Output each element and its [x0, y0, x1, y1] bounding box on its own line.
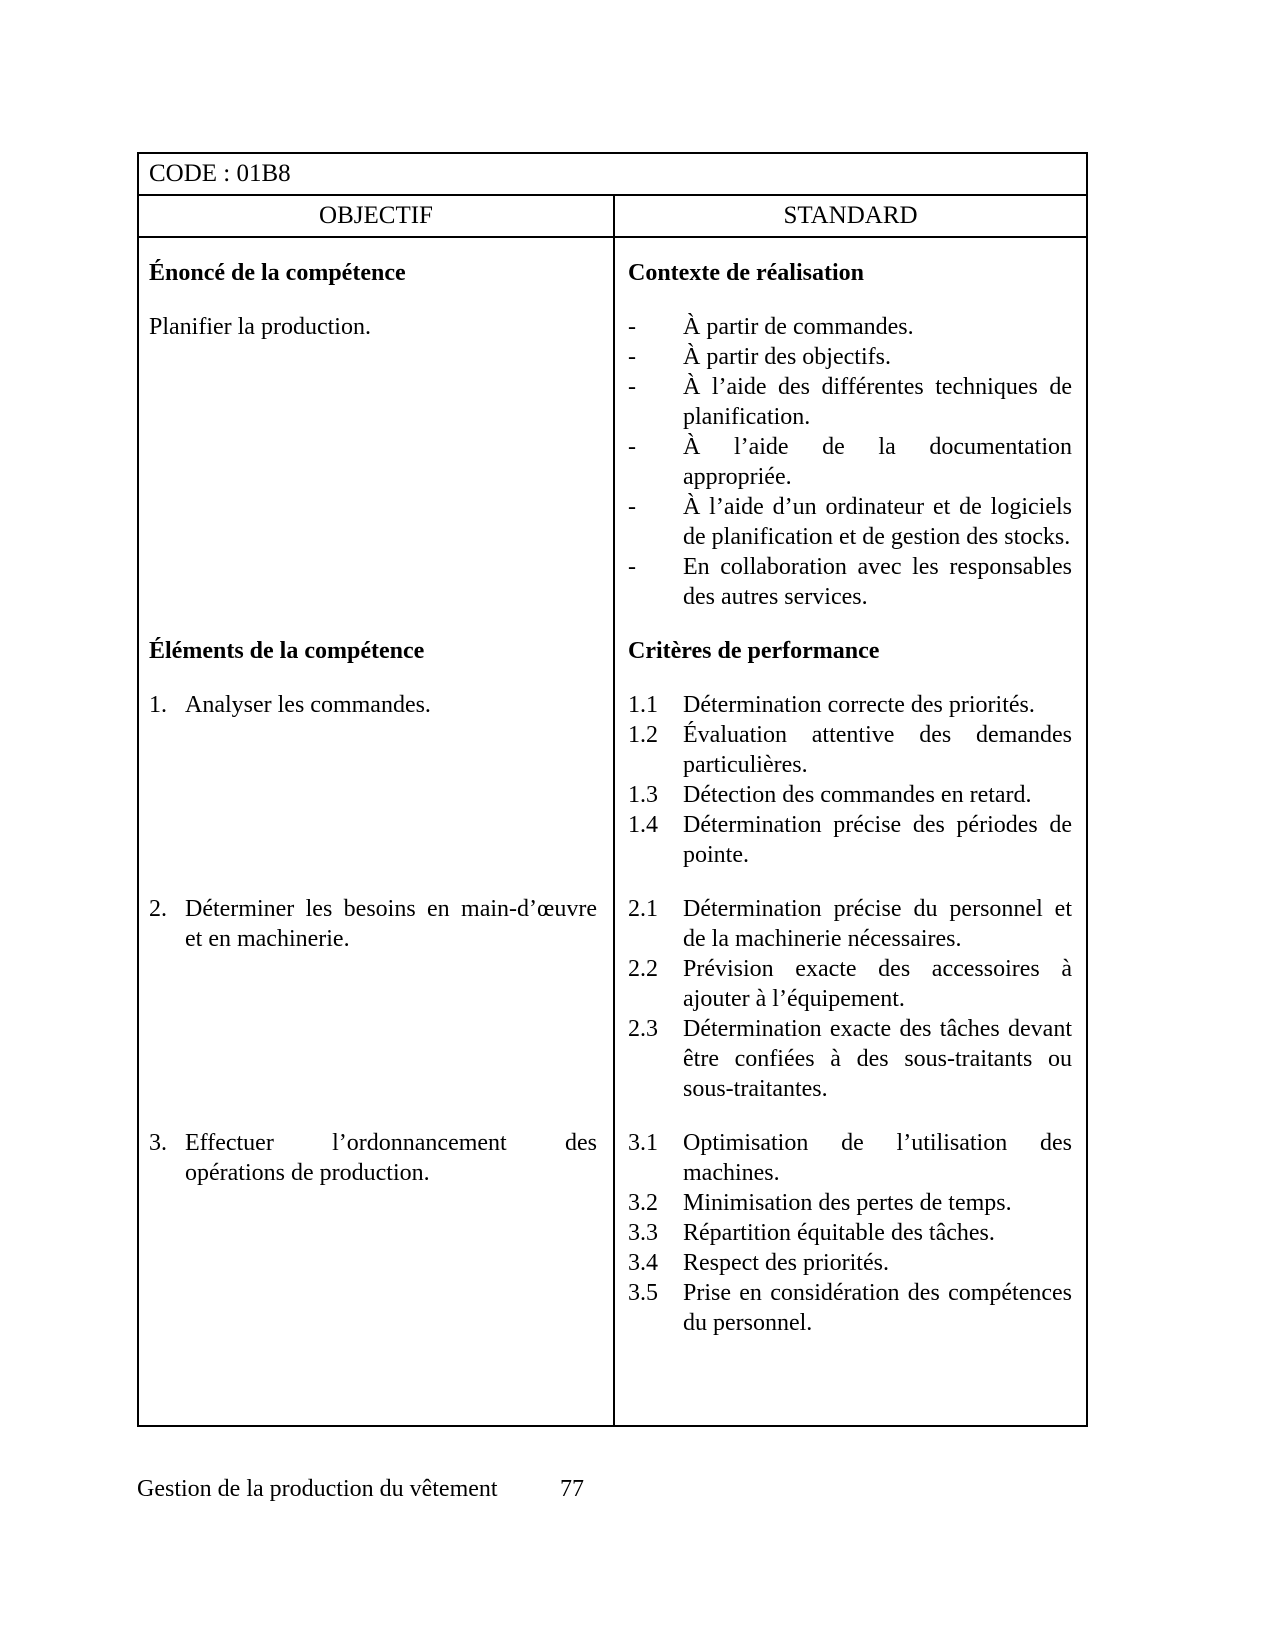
- contexte-body: [613, 312, 1086, 636]
- criterion-row: [628, 1128, 1072, 1188]
- enonce-text: Planifier la production.: [149, 314, 371, 340]
- filler-right: [613, 1362, 1086, 1425]
- elements-section-title: [139, 636, 613, 690]
- criterion-text: Respect des priorités.: [683, 1250, 889, 1276]
- criteria-group-2: [613, 894, 1086, 1128]
- list-item: [149, 1128, 597, 1188]
- criterion-number: 2.2: [628, 956, 658, 982]
- criterion-row: [628, 810, 1072, 870]
- contexte-title: Contexte de réalisation: [628, 260, 864, 286]
- criterion-row: [628, 780, 1072, 810]
- criterion-number: 1.4: [628, 812, 658, 838]
- contexte-item-text: À l’aide d’un ordinateur et de logiciels de planification et de gestion des stocks.: [683, 494, 1072, 550]
- element-number: 2.: [149, 896, 167, 922]
- enonce-title: Énoncé de la compétence: [149, 260, 406, 286]
- criterion-text: Détermination exacte des tâches devant être confiées à des sous-traitants ou sous-traitantes.: [683, 1016, 1072, 1102]
- objectif-header: OBJECTIF: [319, 202, 433, 229]
- table-header-row: [139, 196, 1086, 238]
- element-number: 1.: [149, 692, 167, 718]
- criterion-row: [628, 1278, 1072, 1338]
- dash-bullet: -: [628, 554, 636, 580]
- criterion-row: [628, 690, 1072, 720]
- enonce-section: [139, 238, 613, 312]
- list-item: [628, 342, 1072, 372]
- criterion-text: Détermination correcte des priorités.: [683, 692, 1035, 718]
- criterion-row: [628, 1248, 1072, 1278]
- criterion-text: Détermination précise des périodes de pointe.: [683, 812, 1072, 868]
- criterion-text: Détection des commandes en retard.: [683, 782, 1032, 808]
- criterion-number: 1.2: [628, 722, 658, 748]
- dash-bullet: -: [628, 374, 636, 400]
- list-item: [149, 894, 597, 954]
- criterion-number: 3.2: [628, 1190, 658, 1216]
- criterion-row: [628, 720, 1072, 780]
- criterion-text: Minimisation des pertes de temps.: [683, 1190, 1012, 1216]
- contexte-item-text: En collaboration avec les responsables des autres services.: [683, 554, 1072, 610]
- criterion-number: 3.5: [628, 1280, 658, 1306]
- criterion-text: Optimisation de l’utilisation des machines.: [683, 1130, 1072, 1186]
- criteria-group-3: [613, 1128, 1086, 1362]
- criterion-text: Répartition équitable des tâches.: [683, 1220, 995, 1246]
- criterion-number: 2.3: [628, 1016, 658, 1042]
- filler-left: [139, 1362, 613, 1425]
- criterion-number: 3.3: [628, 1220, 658, 1246]
- contexte-item-text: À l’aide de la documentation appropriée.: [683, 434, 1072, 490]
- standard-header: STANDARD: [613, 196, 1086, 236]
- list-item: [628, 552, 1072, 612]
- dash-bullet: -: [628, 314, 636, 340]
- criterion-number: 3.4: [628, 1250, 658, 1276]
- criterion-number: 2.1: [628, 896, 658, 922]
- footer-document-title: Gestion de la production du vêtement: [137, 1476, 498, 1502]
- footer-page-number: 77: [560, 1476, 584, 1502]
- criterion-number: 1.1: [628, 692, 658, 718]
- contexte-item-text: À partir de commandes.: [683, 314, 914, 340]
- list-item: [628, 432, 1072, 492]
- criterion-row: [628, 1014, 1072, 1104]
- element-text: Déterminer les besoins en main-d’œuvre et en machinerie.: [185, 896, 597, 952]
- enonce-body: [139, 312, 613, 636]
- criterion-row: [628, 894, 1072, 954]
- dash-bullet: -: [628, 434, 636, 460]
- criteria-group-1: [613, 690, 1086, 894]
- page-footer: [137, 1474, 584, 1504]
- element-text: Analyser les commandes.: [185, 692, 431, 718]
- list-item: [628, 372, 1072, 432]
- element-text: Effectuer l’ordonnancement des opérations de production.: [185, 1130, 597, 1186]
- criterion-number: 3.1: [628, 1130, 658, 1156]
- list-item: [628, 312, 1072, 342]
- contexte-item-text: À l’aide des différentes techniques de planification.: [683, 374, 1072, 430]
- criteres-title: Critères de performance: [628, 638, 880, 664]
- elements-title: Éléments de la compétence: [149, 638, 425, 664]
- code-label: CODE : 01B8: [139, 154, 1086, 196]
- contexte-item-text: À partir des objectifs.: [683, 344, 891, 370]
- contexte-section-title: [613, 238, 1086, 312]
- element-number: 3.: [149, 1130, 167, 1156]
- dash-bullet: -: [628, 494, 636, 520]
- element-2: [139, 894, 613, 1128]
- list-item: [149, 690, 597, 720]
- criterion-text: Détermination précise du personnel et de la machinerie nécessaires.: [683, 896, 1072, 952]
- criterion-text: Prévision exacte des accessoires à ajouter à l’équipement.: [683, 956, 1072, 1012]
- dash-bullet: -: [628, 344, 636, 370]
- element-3: [139, 1128, 613, 1362]
- criteres-section-title: [613, 636, 1086, 690]
- criterion-number: 1.3: [628, 782, 658, 808]
- criterion-row: [628, 1218, 1072, 1248]
- table-body: [139, 238, 1086, 1425]
- criterion-text: Évaluation attentive des demandes particulières.: [683, 722, 1072, 778]
- element-1: [139, 690, 613, 894]
- competency-table: [137, 152, 1088, 1427]
- criterion-text: Prise en considération des compétences du personnel.: [683, 1280, 1072, 1336]
- criterion-row: [628, 954, 1072, 1014]
- list-item: [628, 492, 1072, 552]
- criterion-row: [628, 1188, 1072, 1218]
